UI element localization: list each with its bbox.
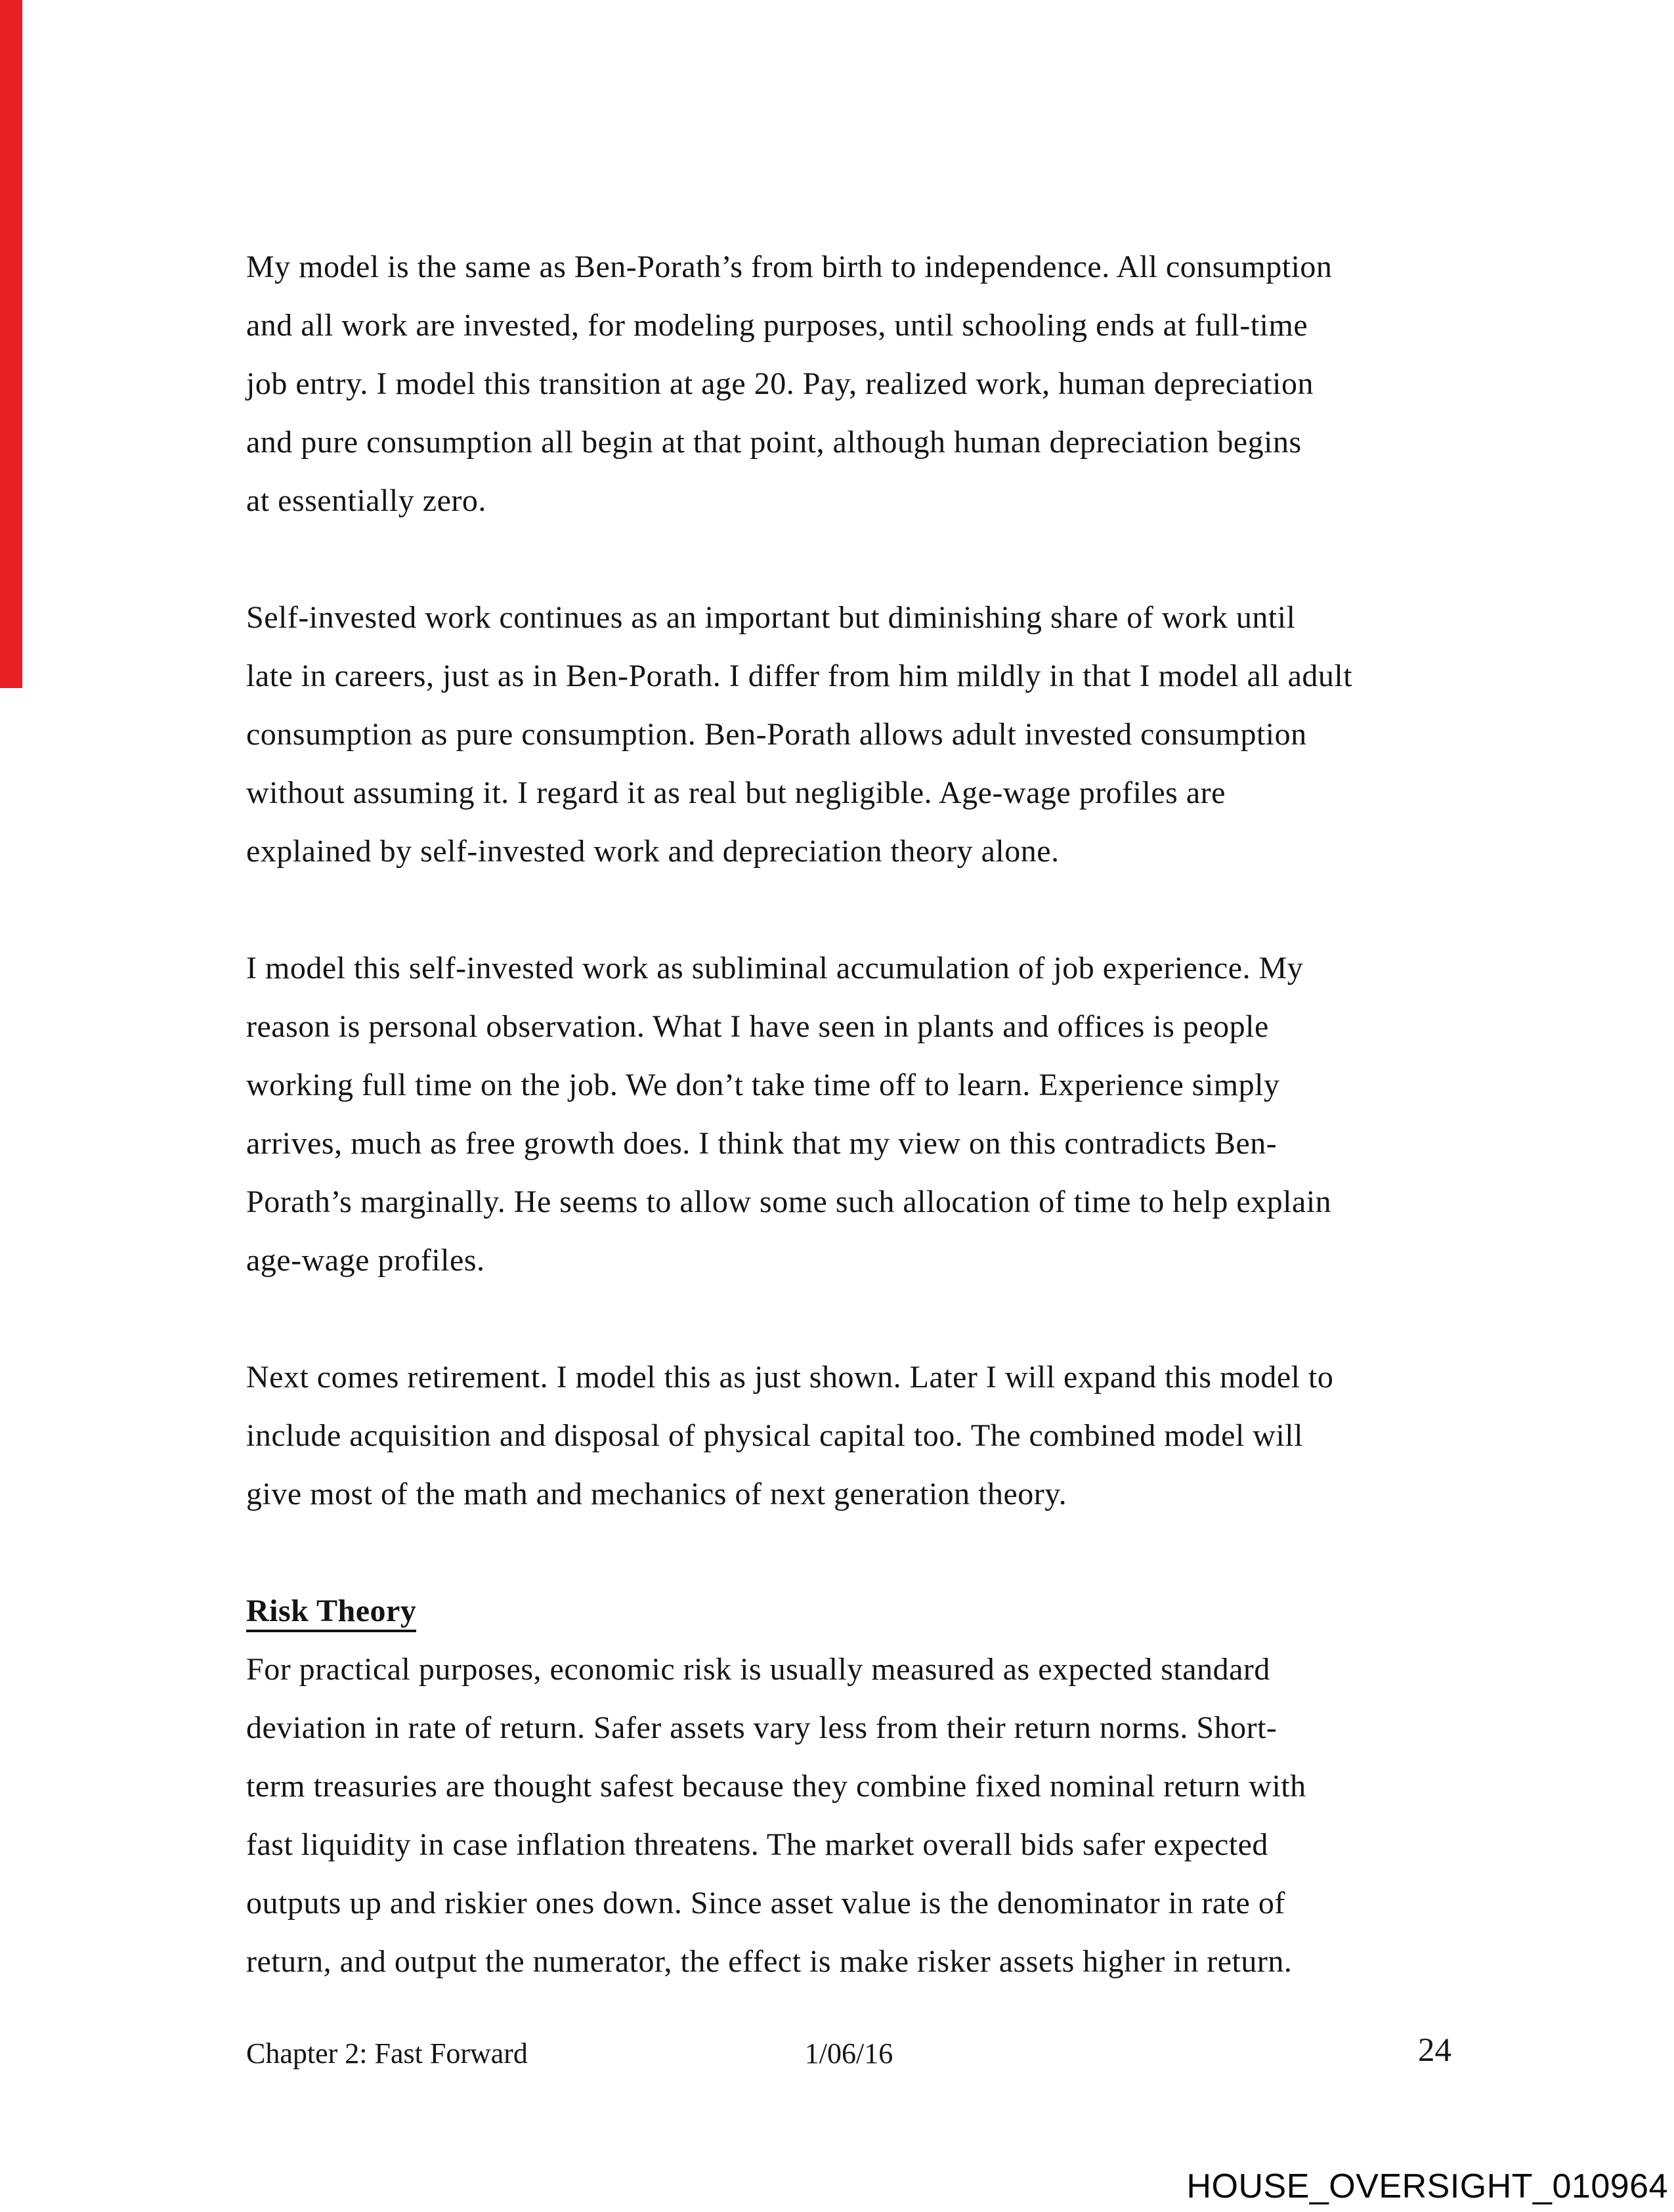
footer-date: 1/06/16 [804, 2037, 893, 2070]
text-line: and all work are invested, for modeling purposes, until schooling ends at full-time [246, 308, 1308, 343]
text-line: at essentially zero. [246, 483, 486, 518]
paragraph [246, 588, 1428, 880]
paragraph [246, 939, 1428, 1290]
text-line: outputs up and riskier ones down. Since asset value is the denominator in rate of [246, 1886, 1285, 1920]
paragraph [246, 238, 1428, 530]
bates-stamp: HOUSE_OVERSIGHT_010964 [1186, 2167, 1668, 2205]
text-line: fast liquidity in case inflation threatens. The market overall bids safer expected [246, 1827, 1268, 1862]
text-line: explained by self-invested work and depreciation theory alone. [246, 834, 1060, 869]
text-line: without assuming it. I regard it as real but negligible. Age-wage profiles are [246, 775, 1226, 810]
text-line: Self-invested work continues as an important but diminishing share of work until [246, 600, 1296, 635]
paragraph [246, 1348, 1428, 1523]
text-line: Porath’s marginally. He seems to allow some such allocation of time to help explain [246, 1184, 1332, 1219]
text-line: arrives, much as free growth does. I think that my view on this contradicts Ben- [246, 1126, 1277, 1161]
text-line: include acquisition and disposal of physical capital too. The combined model will [246, 1418, 1303, 1453]
text-line: consumption as pure consumption. Ben-Porath allows adult invested consumption [246, 717, 1307, 752]
text-line: give most of the math and mechanics of next generation theory. [246, 1477, 1067, 1511]
text-line: deviation in rate of return. Safer assets vary less from their return norms. Short- [246, 1710, 1277, 1745]
footer-page-number: 24 [1418, 2032, 1451, 2069]
footer-chapter: Chapter 2: Fast Forward [246, 2037, 528, 2070]
text-line: and pure consumption all begin at that point, although human depreciation begins [246, 425, 1302, 460]
paragraph [246, 1640, 1428, 1991]
text-line: age-wage profiles. [246, 1243, 485, 1278]
section-heading-text: Risk Theory [246, 1594, 416, 1632]
text-line: reason is personal observation. What I have seen in plants and offices is people [246, 1009, 1269, 1044]
text-line: term treasuries are thought safest because they combine fixed nominal return with [246, 1769, 1306, 1804]
text-line: job entry. I model this transition at age 20. Pay, realized work, human depreciation [246, 366, 1314, 401]
text-line: late in careers, just as in Ben-Porath. I differ from him mildly in that I model all adult [246, 659, 1353, 693]
text-line: For practical purposes, economic risk is usually measured as expected standard [246, 1652, 1270, 1687]
body-text [246, 238, 1428, 1991]
text-line: return, and output the numerator, the effect is make risker assets higher in return. [246, 1944, 1293, 1979]
section-heading [246, 1582, 1428, 1640]
text-line: I model this self-invested work as subliminal accumulation of job experience. My [246, 951, 1304, 986]
text-line: Next comes retirement. I model this as just shown. Later I will expand this model to [246, 1360, 1334, 1395]
text-line: My model is the same as Ben-Porath’s from birth to independence. All consumption [246, 249, 1333, 284]
scan-artifact-bar [0, 0, 22, 688]
text-line: working full time on the job. We don’t take time off to learn. Experience simply [246, 1068, 1280, 1102]
footer [246, 2031, 1451, 2073]
